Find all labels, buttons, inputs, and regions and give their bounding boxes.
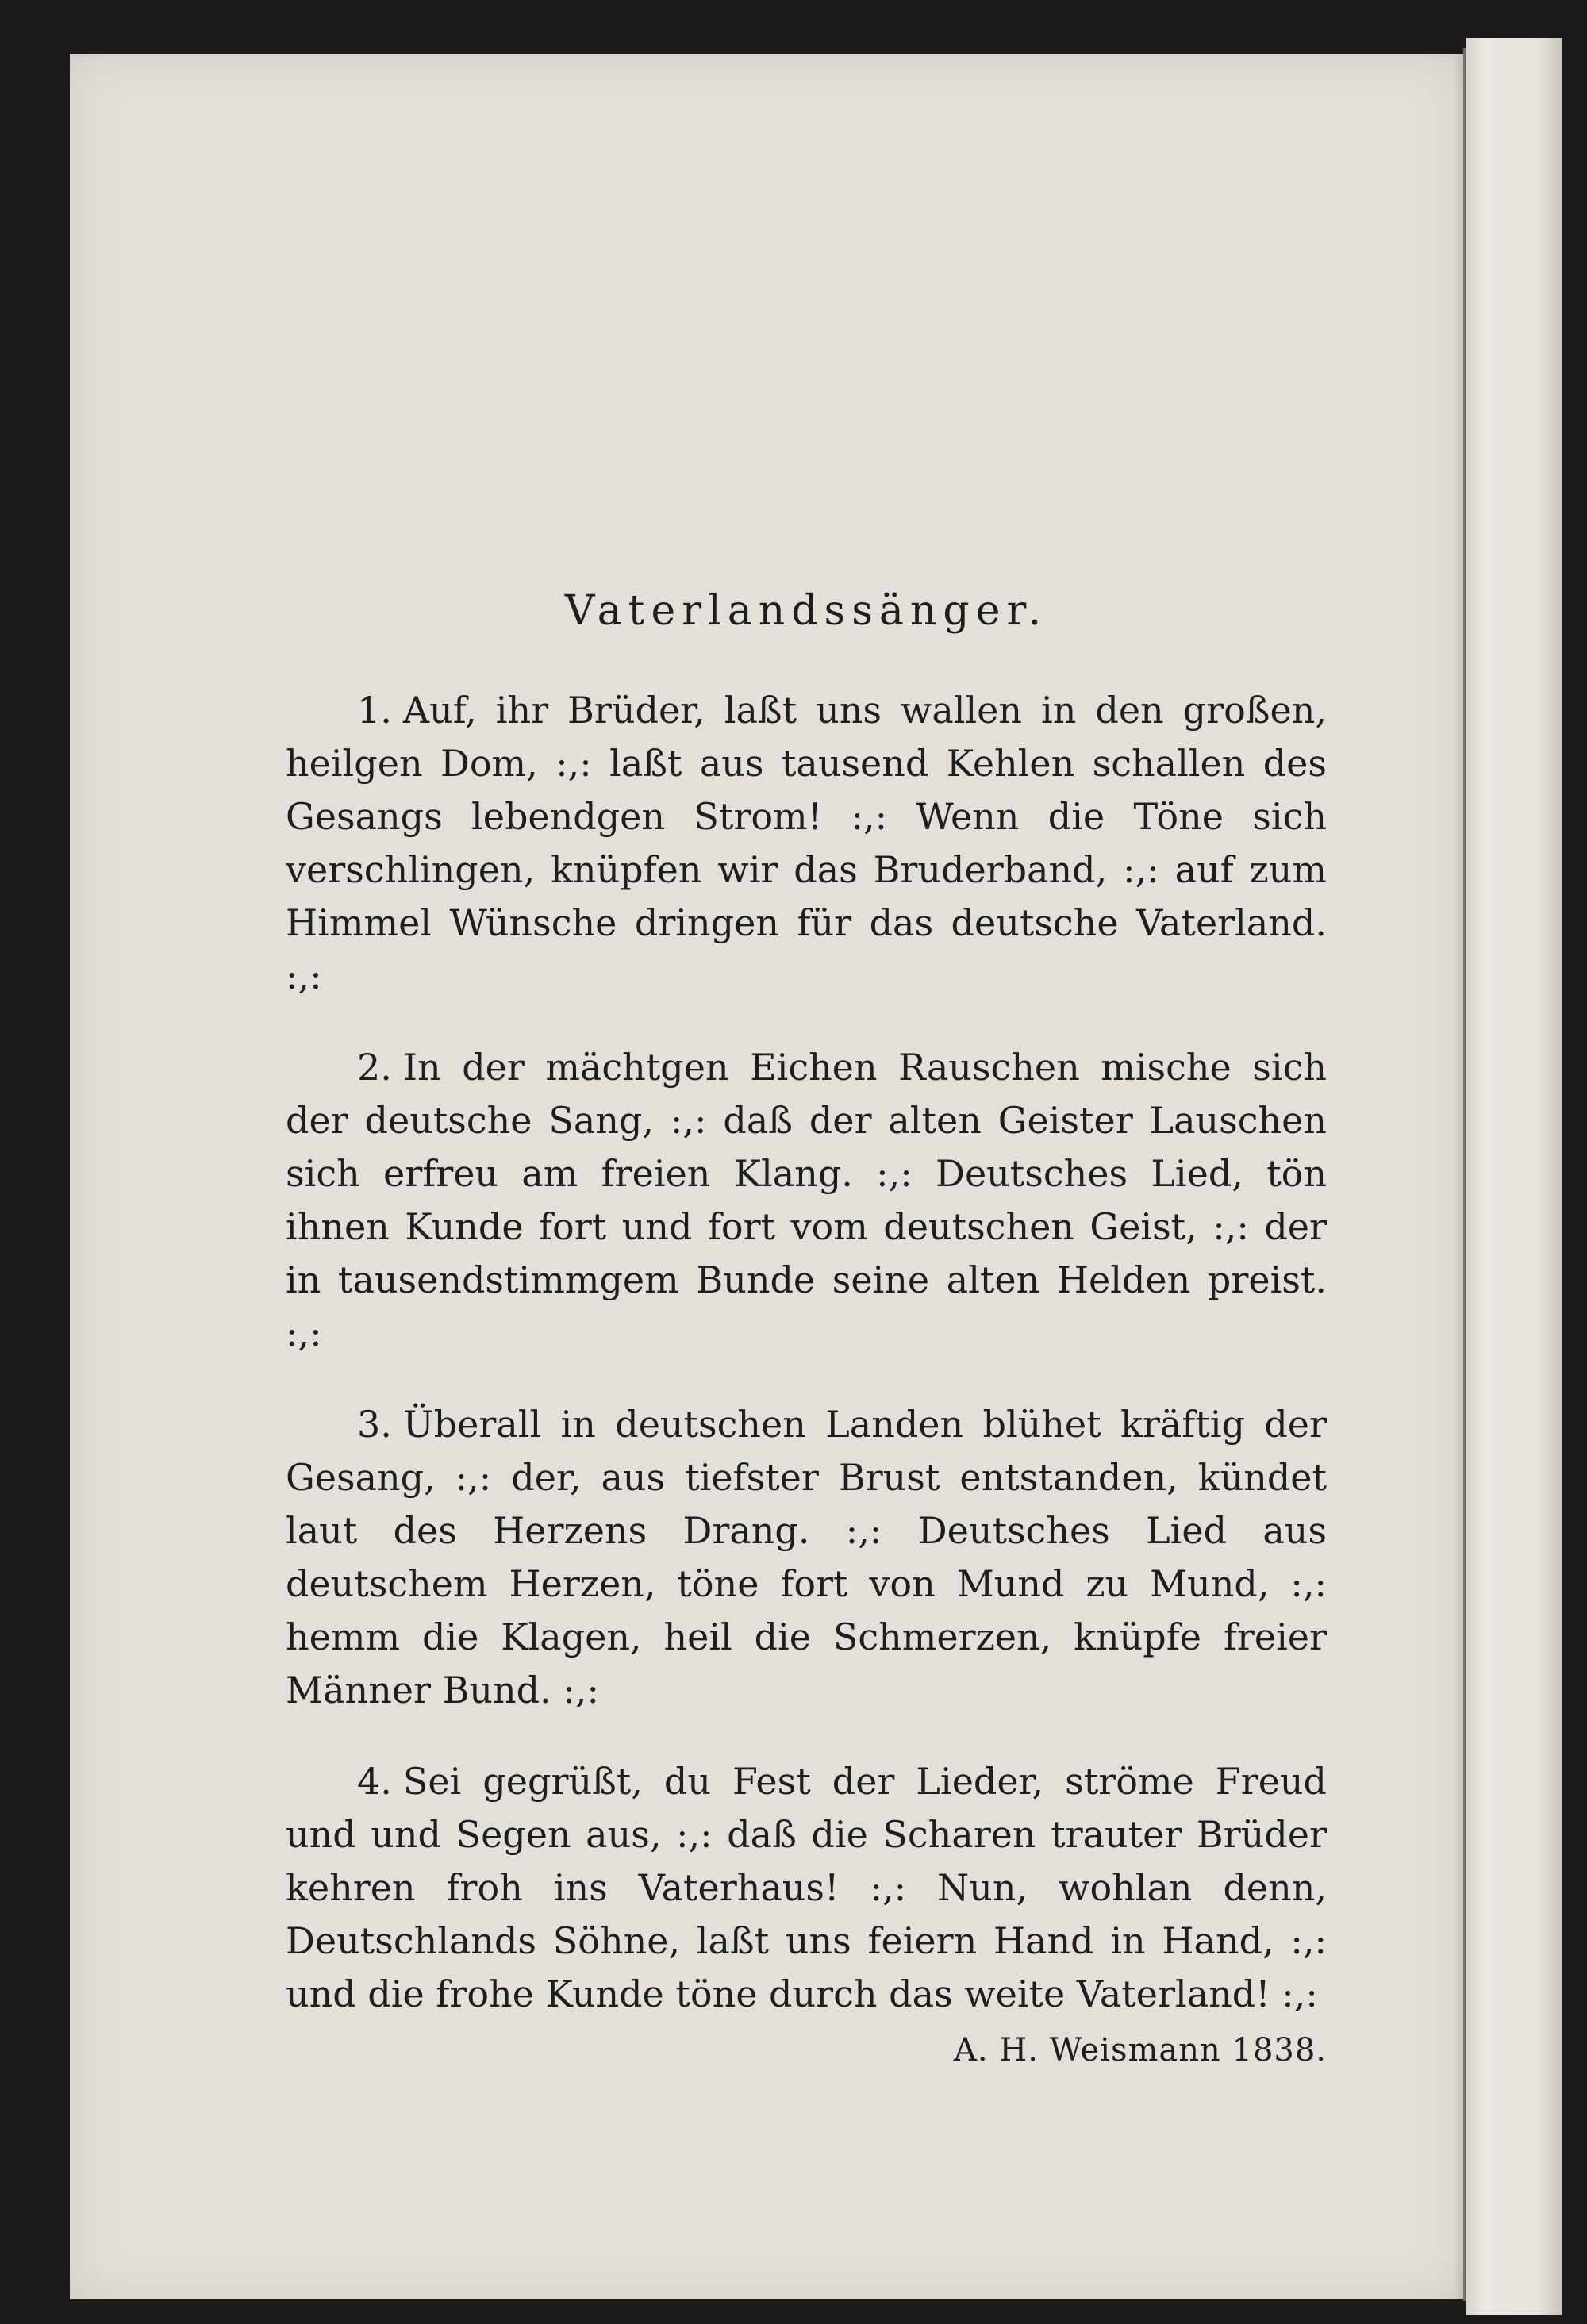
stanza-number: 4. [357,1760,392,1803]
song-text-block [286,587,1327,2069]
stanza-text: Sei gegrüßt, du Fest der Lieder, ströme Freud und und Segen aus, :,: daß die Scharen trauter Brüder kehren froh ins Vaterhaus! :,: Nun, wohlan denn, Deutschlands Söhne, laßt uns feiern Hand in Hand, :,: und die frohe Kunde töne durch das weite Vaterland! :,: [286,1760,1327,2015]
stanza-number: 3. [357,1403,392,1446]
stanza-1 [286,684,1327,1003]
stanza-3 [286,1398,1327,1717]
stanza-text: In der mächtgen Eichen Rauschen mische sich der deutsche Sang, :,: daß der alten Geister Lauschen sich erfreu am freien Klang. :,: Deutsches Lied, tön ihnen Kunde fort und fort vom deutschen Geist, :,: der in tausendstimmgem Bunde seine alten Helden preist. :,: [286,1046,1327,1354]
stanza-2 [286,1041,1327,1360]
stanza-4 [286,1755,1327,2021]
facing-page-edge [1466,38,1562,2315]
stanza-number: 2. [357,1046,392,1089]
song-title: Vaterlandssänger. [564,587,1048,635]
stanza-text: Auf, ihr Brüder, laßt uns wallen in den großen, heilgen Dom, :,: laßt aus tausend Kehlen schallen des Gesangs lebendgen Strom! :,: Wenn die Töne sich verschlingen, knüpfen wir das Bruderband, :,: auf zum Himmel Wünsche dringen für das deutsche Vaterland. :,: [286,689,1327,997]
author-attribution: A. H. Weismann 1838. [954,2032,1327,2069]
stanza-text: Überall in deutschen Landen blühet kräftig der Gesang, :,: der, aus tiefster Brust entstanden, kündet laut des Herzens Drang. :,: Deutsches Lied aus deutschem Herzen, töne fort von Mund zu Mund, :,: hemm die Klagen, heil die Schmerzen, knüpfe freier Männer Bund. :,: [286,1403,1327,1711]
stanza-number: 1. [357,689,392,732]
